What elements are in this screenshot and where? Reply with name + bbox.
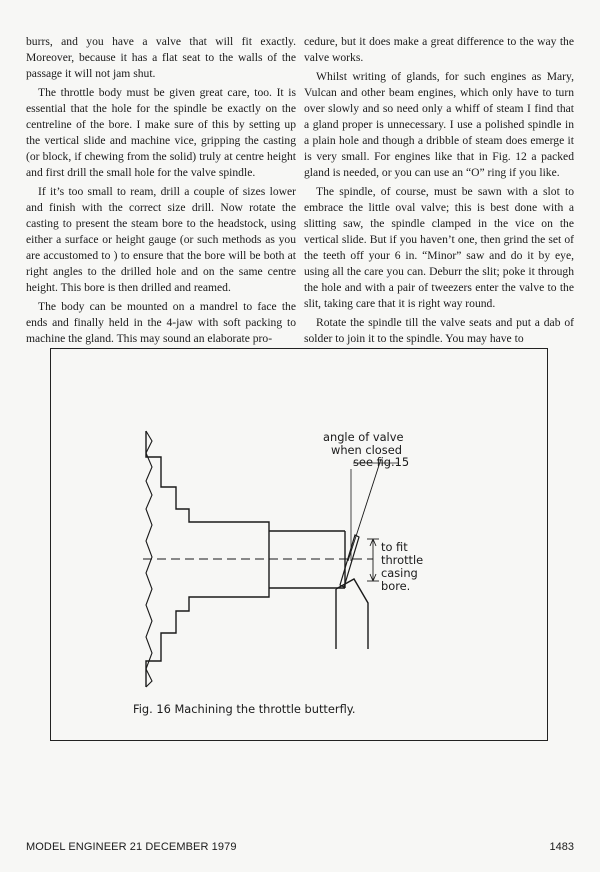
- valve-slit: [340, 535, 359, 587]
- paragraph: Whilst writing of glands, for such engines as Mary, Vulcan and other beam engines, which only have to turn over slowly and so need only a whiff of steam I find that a gland proper is unnecessary. I use a polished spindle in a plain hole and though a dribble of steam does emerge it is very small. For engines like that in Fig. 12 a packed gland is needed, or you can use an “O” ring if you like.: [304, 70, 574, 179]
- annotation-angle-line-3: see fig.15: [353, 455, 410, 469]
- footer-publication: MODEL ENGINEER 21 DECEMBER 1979: [26, 841, 237, 853]
- article-column-left: [26, 34, 296, 347]
- annotation-bore-line-4: bore.: [381, 579, 411, 593]
- paragraph: Rotate the spindle till the valve seats and put a dab of solder to join it to the spindle. You may have to: [304, 316, 574, 345]
- paragraph: The throttle body must be given great care, too. It is essential that the hole for the spindle be exactly on the centreline of the bore. I make sure of this by setting up the vertical slide and machine vice, gripping the casting (or block, if chewing from the solid) truly at centre height and first drill the small hole for the valve spindle.: [26, 86, 296, 179]
- lathe-diagram: [51, 349, 549, 742]
- paragraph: If it’s too small to ream, drill a couple of sizes lower and finish with the correct size drill. Now rotate the casting to present the steam bore to the headstock, using either a surface or height gauge (or such methods as you are accustomed to ) to ensure that the bore will be both at right angles to the drilled hole and on the same centre height. This bore is then drilled and reamed.: [26, 185, 296, 294]
- annotation-angle-line-2: when closed: [331, 443, 402, 457]
- paragraph: burrs, and you have a valve that will fit exactly. Moreover, because it has a flat seat to the walls of the passage it will not jam shut.: [26, 35, 296, 80]
- annotation-bore-line-1: to fit: [381, 540, 408, 554]
- figure-16: [50, 348, 548, 741]
- article-column-right: [304, 34, 574, 347]
- figure-caption: Fig. 16 Machining the throttle butterfly.: [133, 702, 356, 716]
- cutting-tool: [336, 579, 368, 649]
- paragraph: The body can be mounted on a mandrel to face the ends and finally held in the 4-jaw with soft packing to machine the gland. This may sound an elaborate pro-: [26, 300, 296, 345]
- footer-page-number: 1483: [549, 841, 574, 853]
- paragraph: cedure, but it does make a great difference to the way the valve works.: [304, 35, 574, 64]
- paragraph: The spindle, of course, must be sawn with a slot to embrace the little oval valve; this is best done with a slitting saw, the spindle clamped in the vice on the vertical slide. But if you haven’t one, then grind the set of the teeth off your 6 in. “Minor” saw and do it by eye, using all the care you can. Deburr the slit; poke it through the hole and with a pair of tweezers enter the valve to the slit, taking care that it is right way round.: [304, 185, 574, 310]
- annotation-bore-line-3: casing: [381, 566, 418, 580]
- annotation-angle-line-1: angle of valve: [323, 430, 404, 444]
- annotation-bore-line-2: throttle: [381, 553, 424, 567]
- workpiece-outline: [269, 531, 345, 588]
